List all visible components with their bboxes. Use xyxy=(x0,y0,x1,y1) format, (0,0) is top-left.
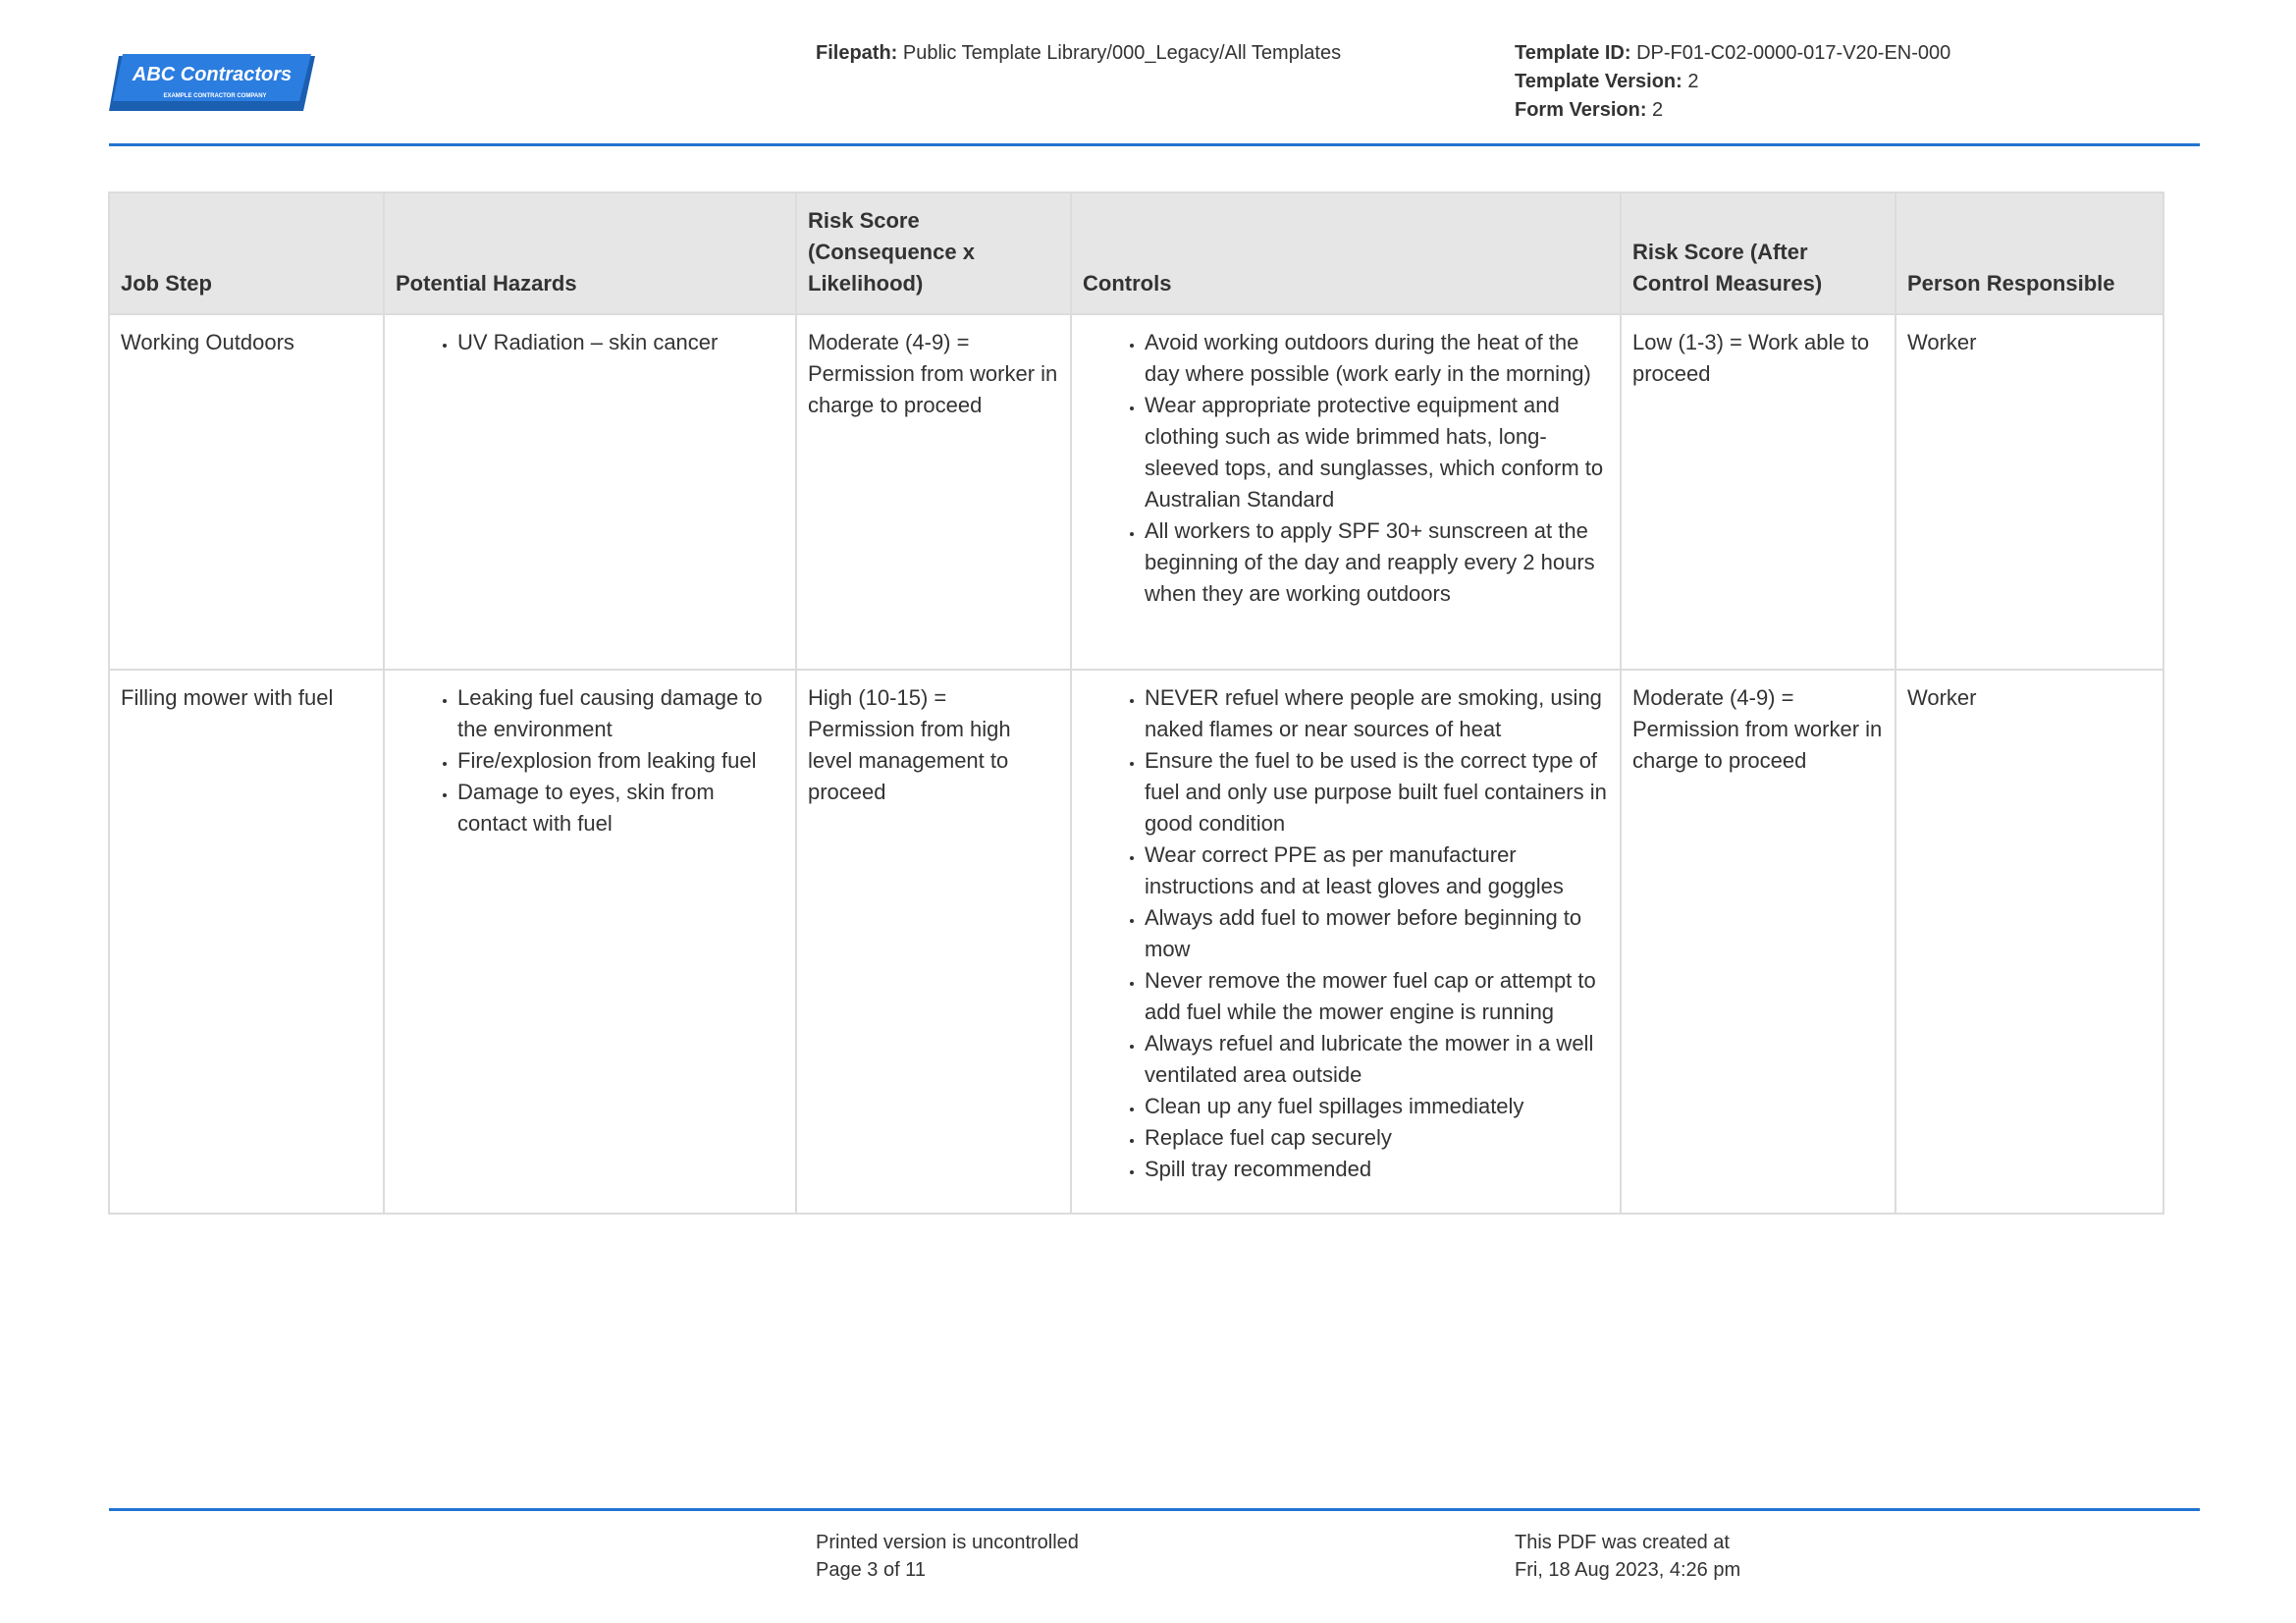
control-item: • Wear appropriate protective equipment and clothing such as wide brimmed hats, long-sleeved tops, and sunglasses, which conform to Australian Standard xyxy=(1145,390,1609,515)
template-id-label: Template ID: xyxy=(1515,42,1631,64)
logo-name: ABC Contractors xyxy=(132,64,293,85)
page-header xyxy=(109,39,2200,146)
hazards-cell xyxy=(384,314,796,670)
control-item: • Replace fuel cap securely xyxy=(1145,1122,1609,1154)
control-item: • Clean up any fuel spillages immediately xyxy=(1145,1091,1609,1122)
control-item: • Spill tray recommended xyxy=(1145,1154,1609,1185)
risk-after-cell: Low (1-3) = Work able to proceed xyxy=(1621,314,1896,670)
hazard-item: • UV Radiation – skin cancer xyxy=(457,327,784,358)
hazards-cell xyxy=(384,670,796,1214)
template-version-label: Template Version: xyxy=(1515,71,1682,92)
hazard-item: • Fire/explosion from leaking fuel xyxy=(457,745,784,777)
created-label: This PDF was created at xyxy=(1515,1532,1730,1553)
footer-created-info xyxy=(1515,1529,1740,1584)
template-meta xyxy=(1515,39,1950,125)
control-item: • All workers to apply SPF 30+ sunscreen at the beginning of the day and reapply every 2 hours when they are working outdoors xyxy=(1145,515,1609,610)
controls-list xyxy=(1083,682,1609,1185)
table-row xyxy=(109,314,2163,670)
table-header-row xyxy=(109,192,2163,314)
hazard-item: • Leaking fuel causing damage to the environment xyxy=(457,682,784,745)
control-item: • Never remove the mower fuel cap or attempt to add fuel while the mower engine is running xyxy=(1145,965,1609,1028)
footer-print-info xyxy=(816,1529,1079,1584)
hazards-list xyxy=(396,682,784,839)
controls-cell xyxy=(1071,314,1621,670)
control-item: • Ensure the fuel to be used is the correct type of fuel and only use purpose built fuel containers in good condition xyxy=(1145,745,1609,839)
filepath-block xyxy=(816,39,1341,67)
col-header-job-step: Job Step xyxy=(109,192,384,314)
col-header-risk-score: Risk Score (Consequence x Likelihood) xyxy=(796,192,1071,314)
page-number: Page 3 of 11 xyxy=(816,1559,926,1581)
template-version-value: 2 xyxy=(1687,71,1699,92)
control-item: • Wear correct PPE as per manufacturer instructions and at least gloves and goggles xyxy=(1145,839,1609,902)
page-footer xyxy=(109,1508,2200,1581)
control-item: • NEVER refuel where people are smoking, using naked flames or near sources of heat xyxy=(1145,682,1609,745)
col-header-potential-hazards: Potential Hazards xyxy=(384,192,796,314)
hazard-item: • Damage to eyes, skin from contact with fuel xyxy=(457,777,784,839)
col-header-controls: Controls xyxy=(1071,192,1621,314)
control-item: • Avoid working outdoors during the heat of the day where possible (work early in the morning) xyxy=(1145,327,1609,390)
col-header-risk-score-after: Risk Score (After Control Measures) xyxy=(1621,192,1896,314)
uncontrolled-note: Printed version is uncontrolled xyxy=(816,1532,1079,1553)
risk-after-cell: Moderate (4-9) = Permission from worker in charge to proceed xyxy=(1621,670,1896,1214)
risk-assessment-table xyxy=(108,191,2164,1215)
control-item: • Always add fuel to mower before beginning to mow xyxy=(1145,902,1609,965)
person-responsible-cell: Worker xyxy=(1896,314,2163,670)
hazards-list xyxy=(396,327,784,358)
job-step-cell: Filling mower with fuel xyxy=(109,670,384,1214)
col-header-person-responsible: Person Responsible xyxy=(1896,192,2163,314)
person-responsible-cell: Worker xyxy=(1896,670,2163,1214)
form-version-label: Form Version: xyxy=(1515,99,1647,121)
risk-score-cell: Moderate (4-9) = Permission from worker in charge to proceed xyxy=(796,314,1071,670)
template-id-value: DP-F01-C02-0000-017-V20-EN-000 xyxy=(1636,42,1951,64)
controls-list xyxy=(1083,327,1609,610)
table-row xyxy=(109,670,2163,1214)
job-step-cell: Working Outdoors xyxy=(109,314,384,670)
logo-tagline: EXAMPLE CONTRACTOR COMPANY xyxy=(163,93,267,99)
created-timestamp: Fri, 18 Aug 2023, 4:26 pm xyxy=(1515,1559,1741,1581)
risk-score-cell: High (10-15) = Permission from high level management to proceed xyxy=(796,670,1071,1214)
form-version-value: 2 xyxy=(1652,99,1664,121)
filepath-label: Filepath: xyxy=(816,42,898,64)
control-item: • Always refuel and lubricate the mower in a well ventilated area outside xyxy=(1145,1028,1609,1091)
controls-cell xyxy=(1071,670,1621,1214)
company-logo xyxy=(109,54,315,113)
filepath-value: Public Template Library/000_Legacy/All Templates xyxy=(902,42,1342,64)
